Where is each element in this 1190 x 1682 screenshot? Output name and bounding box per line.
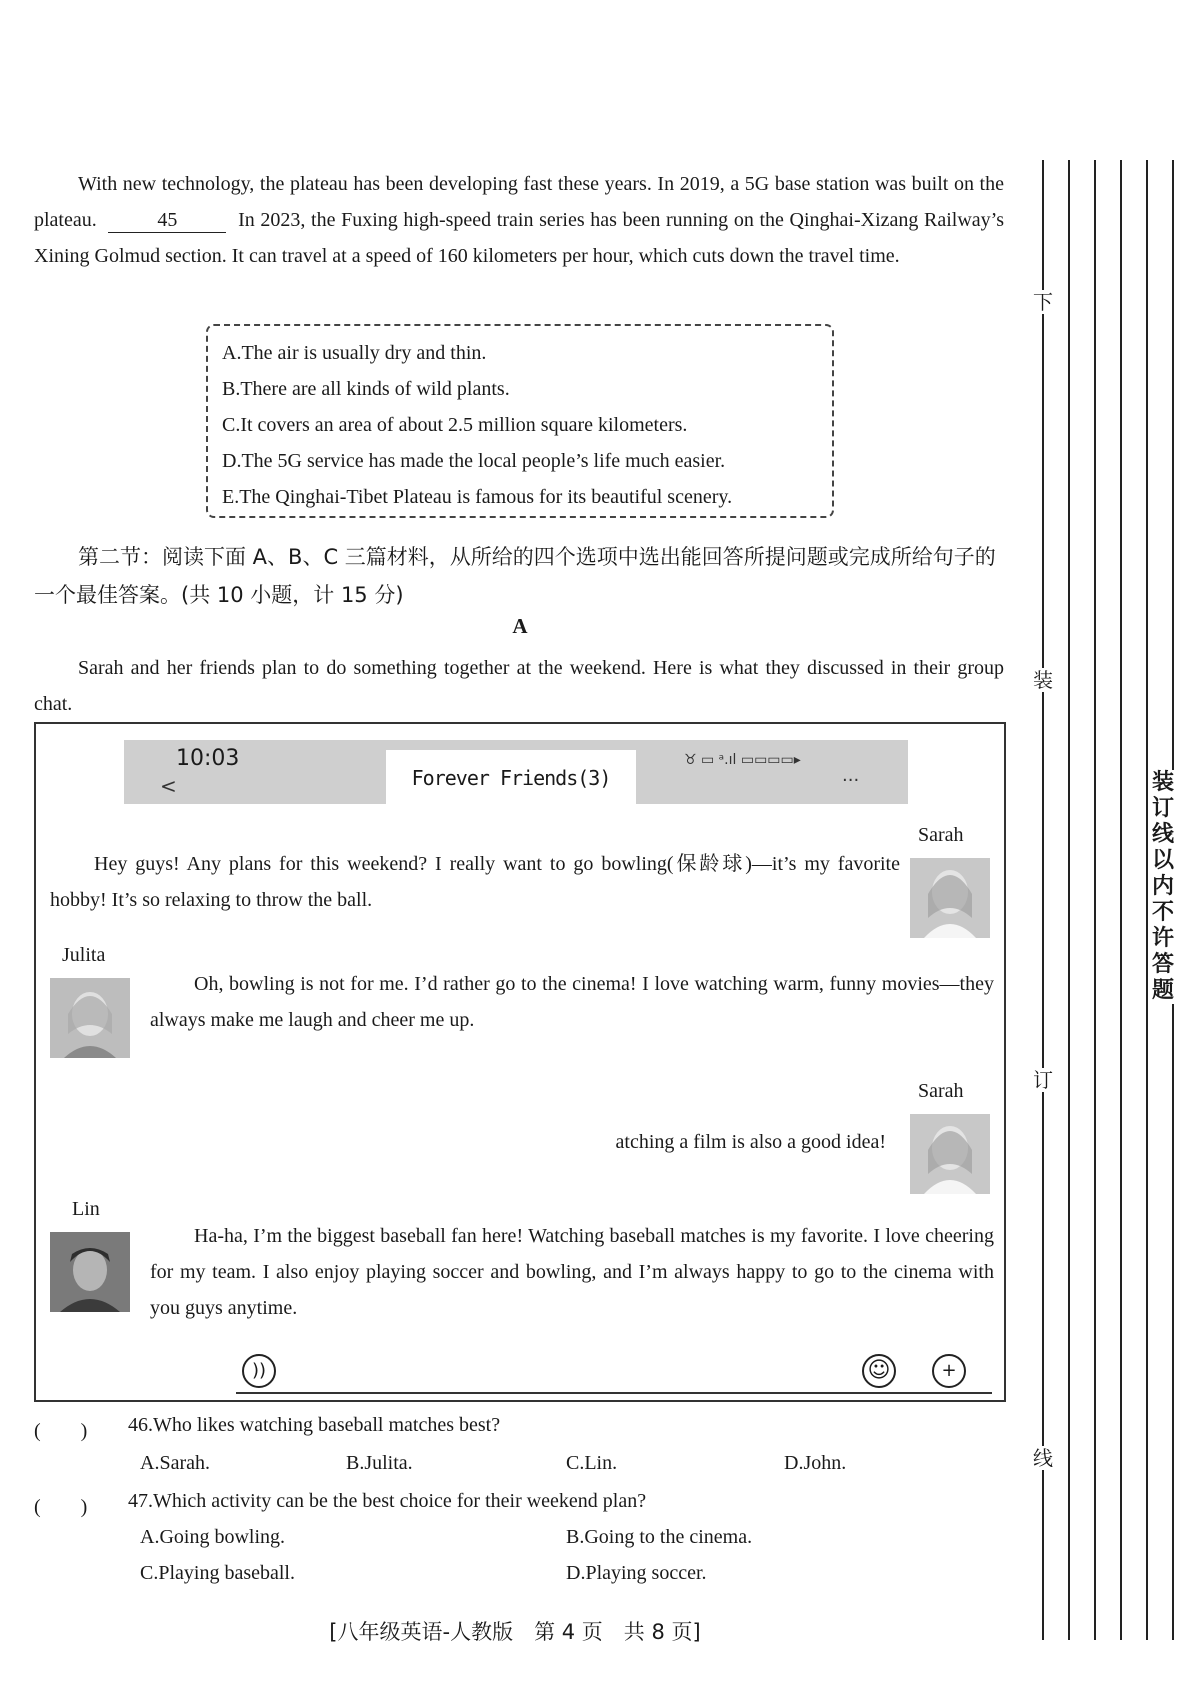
sender-name: Sarah — [918, 824, 964, 846]
section-instruction: 第二节：阅读下面 A、B、C 三篇材料，从所给的四个选项中选出能回答所提问题或完成所给句子的一个最佳答案。(共 10 小题，计 15 分) — [34, 545, 996, 607]
passage-line-1: With new technology, the plateau has been developing fast these years. In 2019, a 5G base station was built on the plateau. — [34, 173, 1004, 231]
choice: D.John. — [784, 1452, 847, 1474]
option-c: C.It covers an area of about 2.5 million square kilometers. — [222, 414, 688, 436]
reading-intro-text: Sarah and her friends plan to do something together at the weekend. Here is what they discussed in their group chat. — [34, 657, 1004, 715]
option-a: A.The air is usually dry and thin. — [222, 342, 487, 364]
sender-name: Julita — [62, 944, 106, 966]
sarah-avatar — [910, 858, 990, 938]
choice: A.Going bowling. — [140, 1526, 285, 1548]
more-icon[interactable]: ··· — [842, 770, 860, 791]
message-text: atching a film is also a good idea! — [615, 1131, 886, 1153]
question-stem: Who likes watching baseball matches best? — [153, 1414, 501, 1436]
plus-icon[interactable]: + — [932, 1354, 966, 1388]
choice: B.Julita. — [346, 1452, 413, 1474]
message-bubble — [150, 966, 994, 1038]
choice: B.Going to the cinema. — [566, 1526, 753, 1548]
lin-avatar — [50, 1232, 130, 1312]
option-e: E.The Qinghai-Tibet Plateau is famous for its beautiful scenery. — [222, 486, 733, 508]
voice-icon[interactable]: )) — [242, 1354, 276, 1388]
message-text: Hey guys! Any plans for this weekend? I really want to go bowling(保龄球)—it’s my favorite hobby! It’s so relaxing to throw the ball. — [50, 853, 900, 911]
chat-screenshot — [34, 722, 1006, 1402]
page-footer: [八年级英语-人教版 第 4 页 共 8 页] — [329, 1620, 701, 1644]
julita-avatar — [50, 978, 130, 1058]
part-label: A — [512, 614, 528, 638]
blank-45: 45 — [108, 208, 226, 233]
choice: A.Sarah. — [140, 1452, 210, 1474]
sender-name: Sarah — [918, 1080, 964, 1102]
binding-line — [1042, 160, 1044, 1640]
binding-line — [1094, 160, 1096, 1640]
sarah-avatar — [910, 1114, 990, 1194]
passage-line-2: In 2023, the Fuxing high-speed train series has been running on the Qinghai-Xizang Railway’s Xining Golmud section. It can travel at a speed of 160 kilometers per hour, which cuts down the travel time. — [34, 209, 1005, 267]
message-bubble — [50, 846, 900, 918]
binding-line — [1068, 160, 1070, 1640]
binding-line — [1146, 160, 1148, 1640]
message-text: Oh, bowling is not for me. I’d rather go to the cinema! I love watching warm, funny movies—they always make me laugh and cheer me up. — [150, 973, 994, 1031]
back-arrow-icon[interactable]: < — [160, 774, 177, 798]
options-box — [206, 324, 834, 518]
answer-bracket: ( ) — [34, 1420, 88, 1442]
binding-line — [1120, 160, 1122, 1640]
message-bubble — [150, 1218, 994, 1326]
message-text: Ha-ha, I’m the biggest baseball fan here! Watching baseball matches is my favorite. I love cheering for my team. I also enjoy playing soccer and bowling, and I’m always happy to go to the cinema with you guys anytime. — [150, 1225, 994, 1319]
question-47 — [128, 1490, 646, 1513]
binding-char: 线 — [1033, 1446, 1053, 1470]
question-stem: Which activity can be the best choice for their weekend plan? — [153, 1490, 647, 1512]
choice: D.Playing soccer. — [566, 1562, 707, 1584]
chat-title: Forever Friends(3) — [386, 750, 636, 806]
emoji-icon[interactable]: ☺ — [862, 1354, 896, 1388]
sender-name: Lin — [72, 1198, 100, 1220]
input-underline — [236, 1392, 992, 1394]
binding-note: 装订线以内不许答题 — [1151, 770, 1174, 1003]
phone-time: 10:03 — [176, 746, 240, 771]
binding-char: 装 — [1033, 668, 1053, 692]
answer-bracket: ( ) — [34, 1496, 88, 1518]
choice: C.Lin. — [566, 1452, 618, 1474]
question-46 — [128, 1414, 500, 1437]
passage-paragraph — [34, 166, 1004, 274]
choice: C.Playing baseball. — [140, 1562, 295, 1584]
reading-intro — [34, 650, 1004, 722]
option-b: B.There are all kinds of wild plants. — [222, 378, 510, 400]
question-number: 46. — [128, 1414, 153, 1436]
binding-char: 下 — [1033, 290, 1053, 314]
status-icons: ♉ ▭ ᵃ.ıl ▭▭▭▭▸ — [684, 752, 801, 768]
phone-header-bar — [124, 740, 908, 804]
binding-char: 订 — [1033, 1068, 1053, 1092]
question-number: 47. — [128, 1490, 153, 1512]
option-d: D.The 5G service has made the local people’s life much easier. — [222, 450, 726, 472]
